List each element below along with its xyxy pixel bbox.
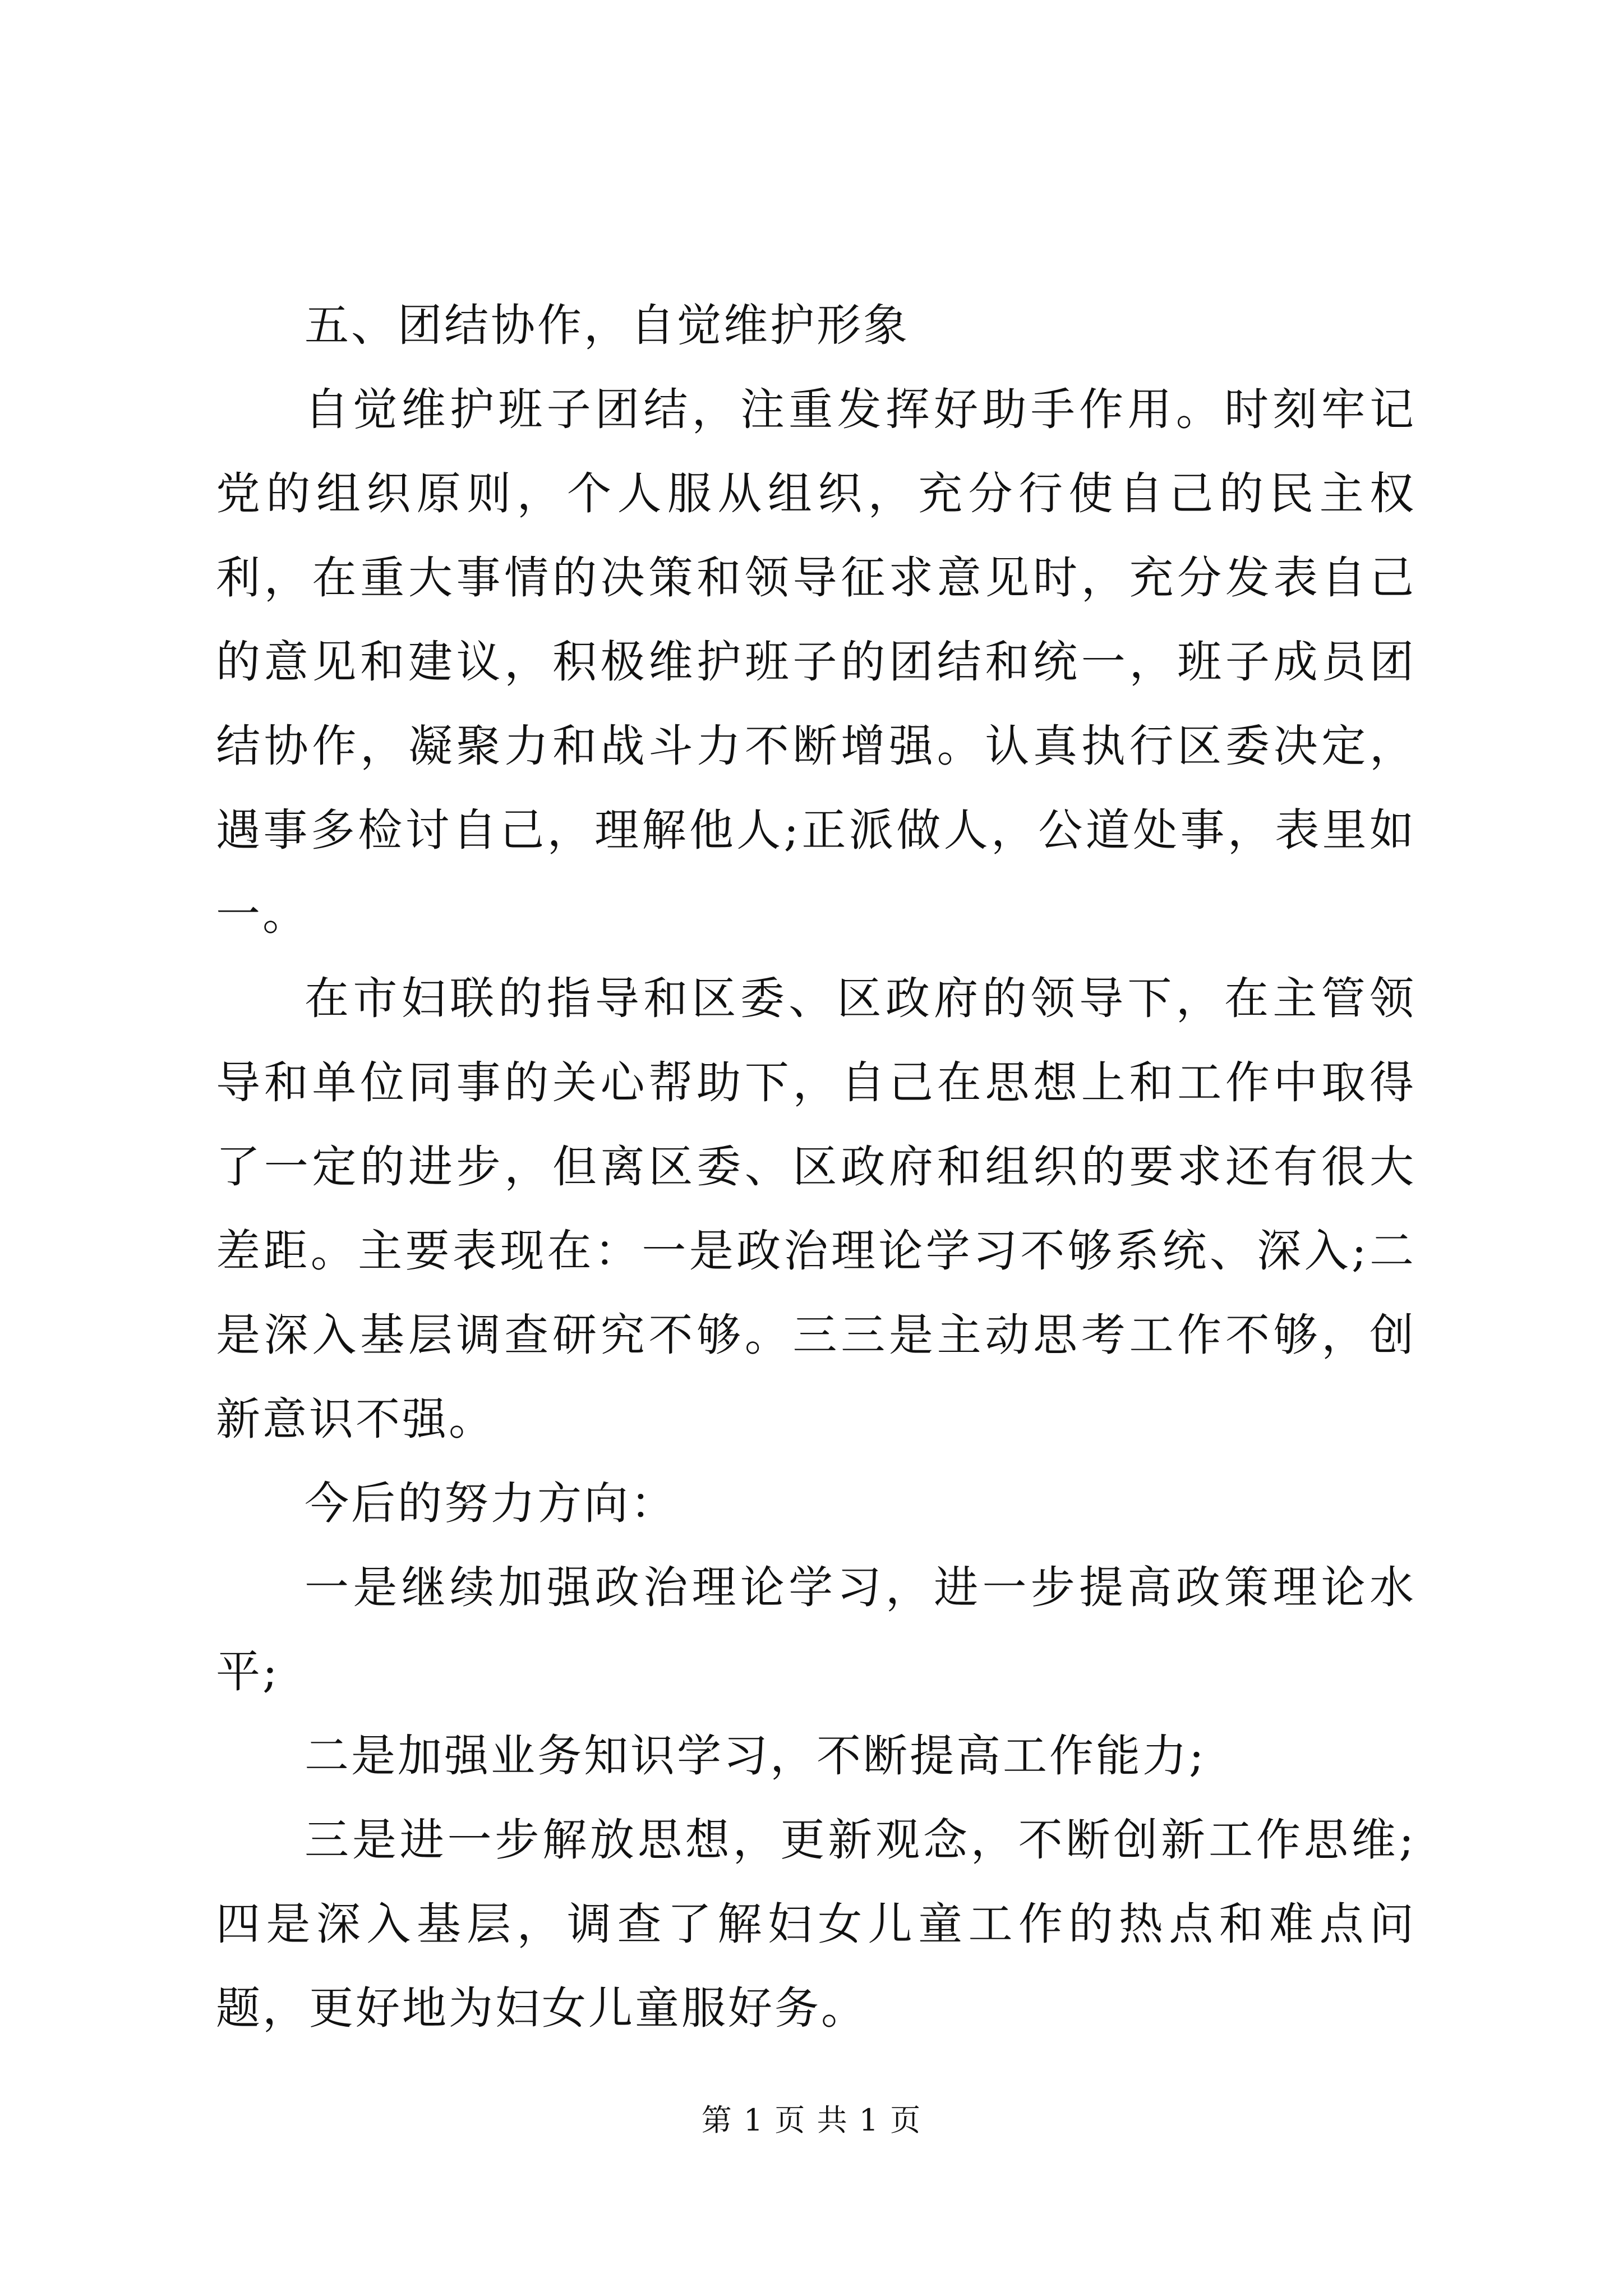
document-body xyxy=(216,283,1416,2050)
paragraph-unity: 自觉维护班子团结，注重发挥好助手作用。时刻牢记党的组织原则，个人服从组织，充分行使自己的民主权利，在重大事情的决策和领导征求意见时，充分发表自己的意见和建议，积极维护班子的团结和统一，班子成员团结协作，凝聚力和战斗力不断增强。认真执行区委决定，遇事多检讨自己，理解他人;正派做人，公道处事，表里如一。 xyxy=(216,384,1416,940)
paragraph-direction-2: 二是加强业务知识学习，不断提高工作能力; xyxy=(305,1730,1206,1782)
page-footer: 第 1 页 共 1 页 xyxy=(701,2102,922,2138)
paragraph-shortcomings: 在市妇联的指导和区委、区政府的领导下，在主管领导和单位同事的关心帮助下，自己在思想上和工作中取得了一定的进步，但离区委、区政府和组织的要求还有很大差距。主要表现在：一是政治理论学习不够系统、深入;二是深入基层调查研究不够。三三是主动思考工作不够，创新意识不强。 xyxy=(216,973,1416,1445)
paragraph-direction-3: 三是进一步解放思想，更新观念，不断创新工作思维;四是深入基层，调查了解妇女儿童工作的热点和难点问题，更好地为妇女儿童服好务。 xyxy=(216,1814,1416,2034)
paragraph-direction-heading: 今后的努力方向： xyxy=(305,1478,677,1529)
paragraph-direction-1: 一是继续加强政治理论学习，进一步提高政策理论水平; xyxy=(216,1562,1416,1697)
section-heading: 五、团结协作，自觉维护形象 xyxy=(305,300,910,351)
